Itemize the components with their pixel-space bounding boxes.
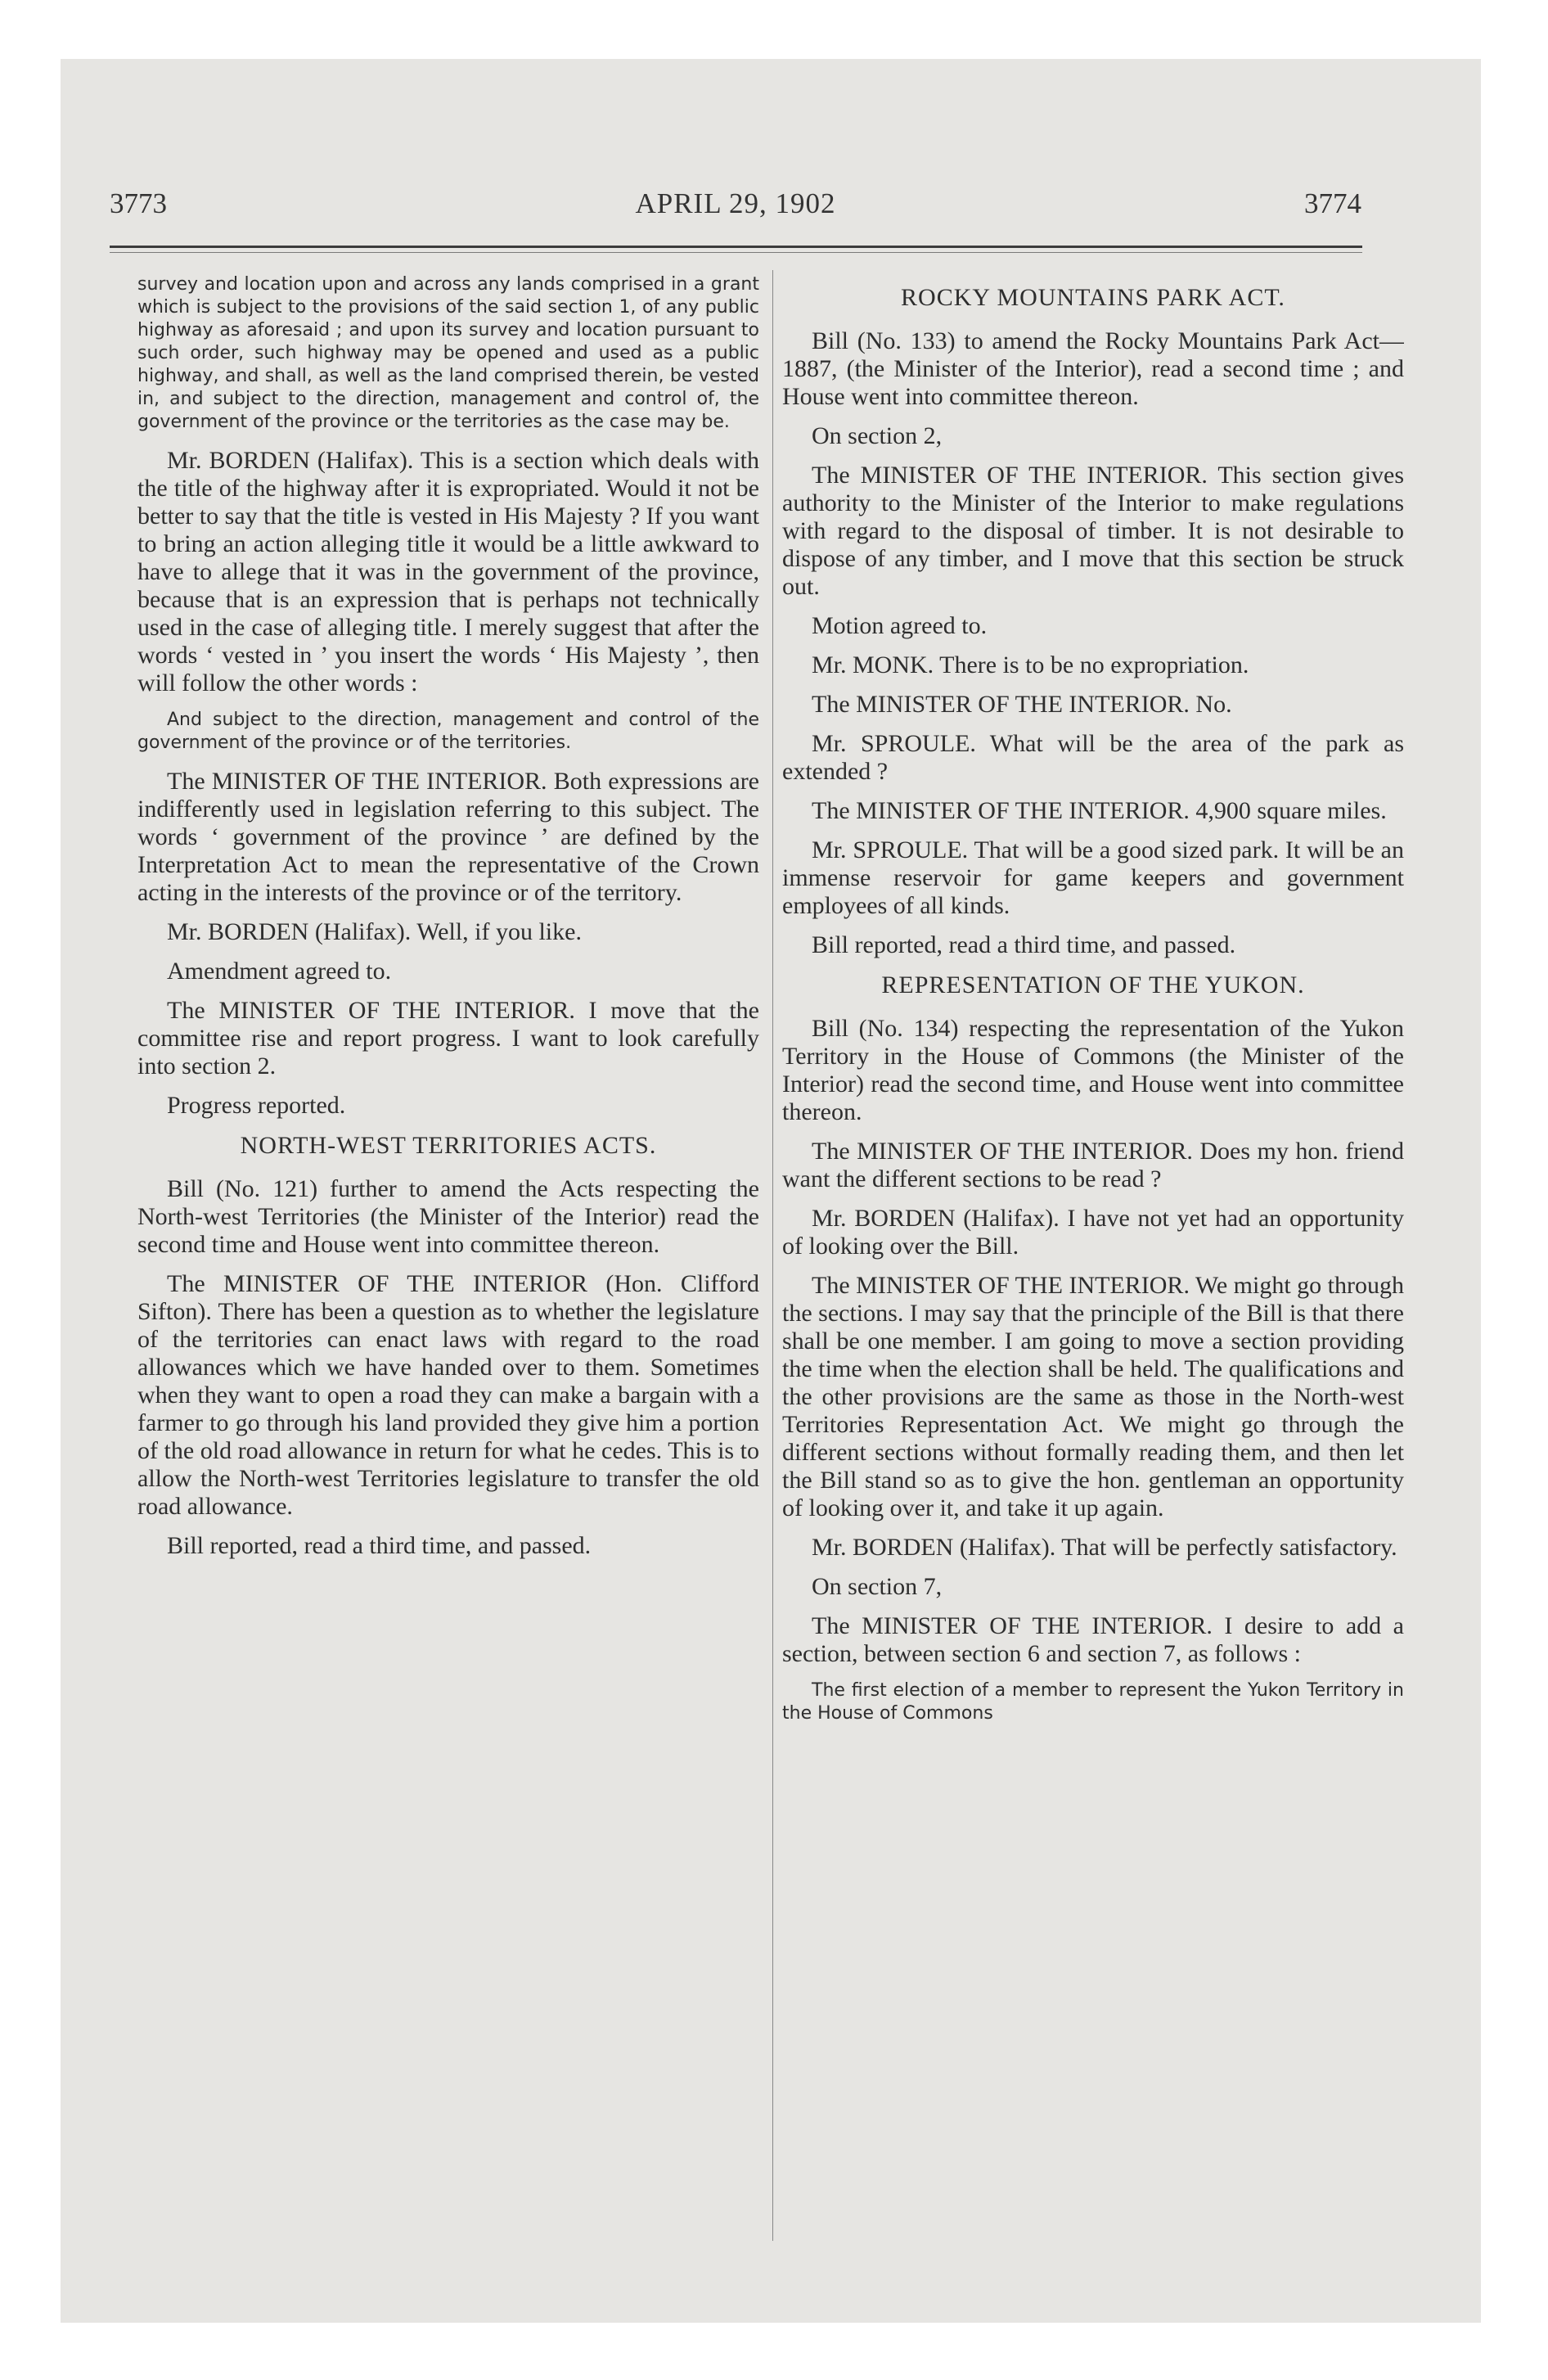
right-column-paragraph: Motion agreed to. <box>812 612 988 639</box>
right-column-paragraph: Mr. SPROULE. What will be the area of the park as extended ? <box>782 730 1404 785</box>
right-column-paragraph: Mr. MONK. There is to be no expropriation. <box>812 651 1249 678</box>
right-column <box>782 273 1404 2238</box>
left-column-paragraph: Mr. BORDEN (Halifax). Well, if you like. <box>167 918 582 945</box>
left-column-fragment: survey and location upon and across any lands comprised in a grant which is subject to the provisions of the said section 1, of any public highway as aforesaid ; and upon its survey and location pursuant to such order, such highway may be opened and used as a public highway, and shall, as well as the land comprised therein, be vested in, and subject to the direction, management and control of, the government of the province or the territories as the case may be. <box>137 274 759 432</box>
column-divider <box>772 270 773 2241</box>
right-page-number: 3774 <box>1304 187 1361 219</box>
left-column-paragraph: The MINISTER OF THE INTERIOR. I move that the committee rise and report progress. I want to look carefully into section 2. <box>137 997 759 1080</box>
right-column-paragraph: Mr. SPROULE. That will be a good sized park. It will be an immense reservoir for game keepers and government employees of all kinds. <box>782 836 1404 919</box>
right-column-paragraph: Bill reported, read a third time, and passed. <box>812 931 1236 958</box>
right-column-heading: REPRESENTATION OF THE YUKON. <box>881 971 1305 998</box>
right-column-paragraph: On section 2, <box>812 422 943 449</box>
right-column-paragraph: The MINISTER OF THE INTERIOR. No. <box>812 691 1232 718</box>
right-column-paragraph: The MINISTER OF THE INTERIOR. We might go through the sections. I may say that the principle of the Bill is that there shall be one member. I am going to move a section providing the time when the election shall be held. The qualifications and the other provisions are the same as those in the North-west Territories Representation Act. We might go through the different sections without formally reading them, and then let the Bill stand so as to give the hon. gentleman an opportunity of looking over it, and take it up again. <box>782 1272 1404 1521</box>
left-column-paragraph: Progress reported. <box>167 1092 346 1119</box>
left-column-paragraph: Mr. BORDEN (Halifax). This is a section which deals with the title of the highway after it is expropriated. Would it not be better to say that the title is vested in His Majesty ? If you want to bring an action alleging title it would be a little awkward to have to allege that it was in the government of the province, because that is an expression that is perhaps not technically used in the case of alleging title. I merely suggest that after the words ‘ vested in ’ you insert the words ‘ His Majesty ’, then will follow the other words : <box>137 447 759 696</box>
header-rule <box>110 246 1362 248</box>
right-column-paragraph: The MINISTER OF THE INTERIOR. This section gives authority to the Minister of the Interior to make regulations with regard to the disposal of timber. It is not desirable to dispose of any timber, and I move that this section be struck out. <box>782 462 1404 600</box>
left-column-paragraph: Bill (No. 121) further to amend the Acts respecting the North-west Territories (the Minister of the Interior) read the second time and House went into committee thereon. <box>137 1175 759 1258</box>
left-column-quote: And subject to the direction, management and control of the government of the province or of the territories. <box>137 710 759 753</box>
left-column-paragraph: Bill reported, read a third time, and passed. <box>167 1532 592 1559</box>
left-column-paragraph: The MINISTER OF THE INTERIOR (Hon. Clifford Sifton). There has been a question as to whether the legislature of the territories can enact laws with regard to the road allowances which we have handed over to them. Sometimes when they want to open a road they can make a bargain with a farmer to go through his land provided they give him a portion of the old road allowance in return for what he cedes. This is to allow the North-west Territories legislature to transfer the old road allowance. <box>137 1270 759 1520</box>
right-column-paragraph: The MINISTER OF THE INTERIOR. I desire to add a section, between section 6 and section 7, as follows : <box>782 1612 1404 1667</box>
left-column-paragraph: The MINISTER OF THE INTERIOR. Both expressions are indifferently used in legislation referring to this subject. The words ‘ government of the province ’ are defined by the Interpretation Act to mean the representative of the Crown acting in the interests of the province or of the territory. <box>137 768 759 906</box>
right-column-paragraph: The MINISTER OF THE INTERIOR. 4,900 square miles. <box>812 797 1387 824</box>
right-column-paragraph: The MINISTER OF THE INTERIOR. Does my hon. friend want the different sections to be read ? <box>782 1138 1404 1192</box>
right-column-quote: The first election of a member to represent the Yukon Territory in the House of Commons <box>782 1680 1404 1724</box>
page-header <box>110 185 1361 223</box>
left-column-heading: NORTH-WEST TERRITORIES ACTS. <box>240 1132 657 1159</box>
right-column-heading: ROCKY MOUNTAINS PARK ACT. <box>901 284 1285 311</box>
page-date: APRIL 29, 1902 <box>635 187 836 219</box>
right-column-paragraph: Mr. BORDEN (Halifax). That will be perfectly satisfactory. <box>812 1534 1397 1561</box>
right-column-paragraph: Bill (No. 133) to amend the Rocky Mountains Park Act—1887, (the Minister of the Interior), read a second time ; and House went into committee thereon. <box>782 327 1404 410</box>
left-column <box>137 273 759 2238</box>
left-page-number: 3773 <box>110 187 167 219</box>
right-column-paragraph: Bill (No. 134) respecting the representation of the Yukon Territory in the House of Commons (the Minister of the Interior) read the second time, and House went into committee thereon. <box>782 1015 1404 1125</box>
right-column-paragraph: Mr. BORDEN (Halifax). I have not yet had an opportunity of looking over the Bill. <box>782 1205 1404 1260</box>
right-column-paragraph: On section 7, <box>812 1573 943 1600</box>
header-subrule <box>110 252 1362 253</box>
left-column-paragraph: Amendment agreed to. <box>167 958 392 985</box>
